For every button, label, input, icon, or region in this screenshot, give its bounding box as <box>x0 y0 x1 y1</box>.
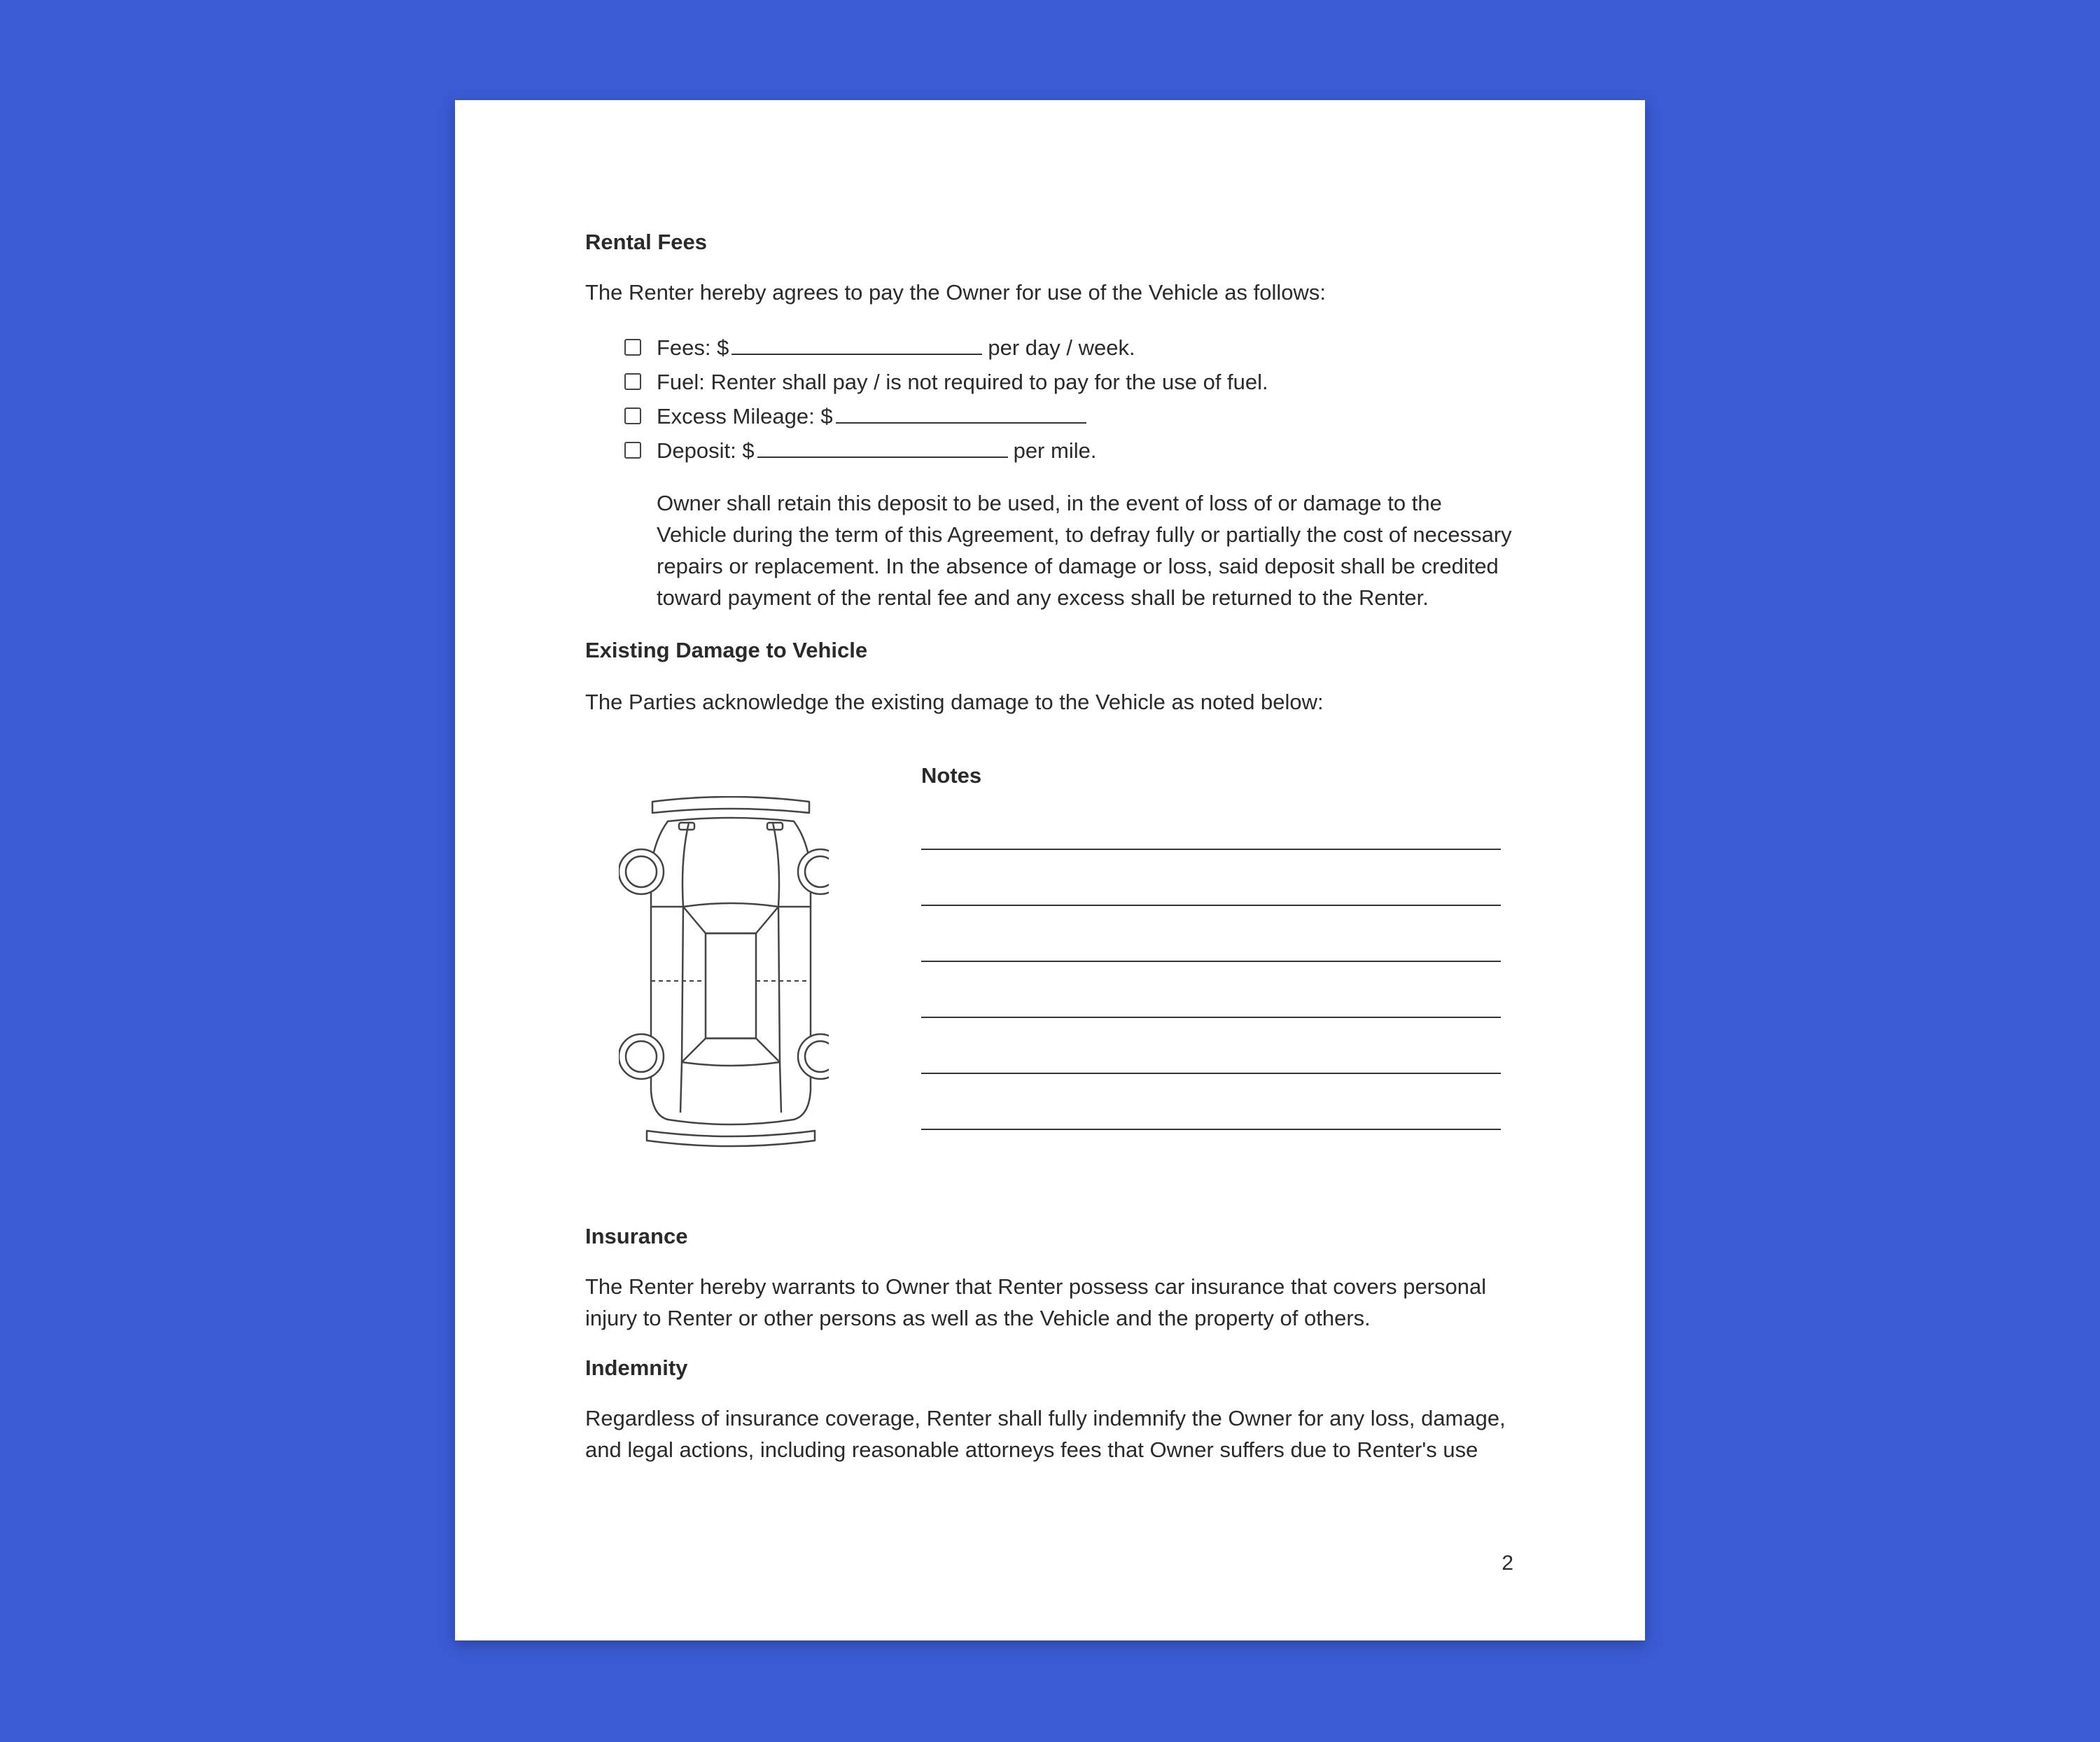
fees-checkbox[interactable] <box>624 339 641 356</box>
fee-item-fees <box>624 330 1516 365</box>
deposit-checkbox[interactable] <box>624 442 641 459</box>
existing-damage-heading: Existing Damage to Vehicle <box>585 638 868 662</box>
rental-fees-heading: Rental Fees <box>585 230 708 254</box>
deposit-terms-text: Owner shall retain this deposit to be used, in the event of loss of or damage to the Vehicle during the term of this Agreement, to defray fully or partially the cost of necessary repairs or replacement. In the absence of damage or loss, said deposit shall be credited toward payment of the rental fee and any excess shall be returned to the Renter. <box>657 491 1512 610</box>
note-line-6[interactable] <box>921 1095 1501 1130</box>
note-line-3[interactable] <box>921 927 1501 962</box>
car-top-view-icon <box>619 796 829 1160</box>
insurance-heading: Insurance <box>585 1224 688 1248</box>
existing-damage-intro: The Parties acknowledge the existing damage to the Vehicle as noted below: <box>585 690 1324 714</box>
excess-mileage-checkbox[interactable] <box>624 407 641 424</box>
notes-title: Notes <box>921 763 982 788</box>
deposit-amount-blank[interactable] <box>757 436 1008 458</box>
note-line-1[interactable] <box>921 815 1501 850</box>
note-line-5[interactable] <box>921 1039 1501 1074</box>
deposit-label: Deposit: $ <box>657 438 755 463</box>
fuel-checkbox[interactable] <box>624 373 641 390</box>
page-content <box>585 226 1516 1465</box>
document-page <box>455 100 1645 1640</box>
page-number: 2 <box>1502 1552 1513 1575</box>
fee-item-deposit <box>624 433 1516 468</box>
insurance-text: The Renter hereby warrants to Owner that Renter possess car insurance that covers personal injury to Renter or other persons as well as the Vehicle and the property of others. <box>585 1274 1487 1330</box>
fee-item-excess-mileage <box>624 399 1516 433</box>
fuel-label: Fuel: Renter shall pay / is not required to pay for the use of fuel. <box>657 370 1268 394</box>
fees-amount-blank[interactable] <box>732 333 982 355</box>
indemnity-text: Regardless of insurance coverage, Renter shall fully indemnify the Owner for any loss, damage, and legal actions, including reasonable attorneys fees that Owner suffers due to Renter's use <box>585 1406 1506 1462</box>
fees-suffix: per day / week. <box>988 335 1135 360</box>
note-line-4[interactable] <box>921 983 1501 1018</box>
excess-mileage-blank[interactable] <box>836 401 1086 424</box>
damage-section <box>585 760 1516 1194</box>
indemnity-heading: Indemnity <box>585 1356 688 1380</box>
notes-block <box>921 760 1502 1130</box>
excess-mileage-label: Excess Mileage: $ <box>657 404 833 428</box>
note-line-2[interactable] <box>921 871 1501 906</box>
fee-checklist <box>585 330 1516 468</box>
deposit-suffix: per mile. <box>1013 438 1097 463</box>
rental-fees-intro: The Renter hereby agrees to pay the Owner for use of the Vehicle as follows: <box>585 280 1326 305</box>
fee-item-fuel <box>624 365 1516 399</box>
fees-label: Fees: $ <box>657 335 729 360</box>
